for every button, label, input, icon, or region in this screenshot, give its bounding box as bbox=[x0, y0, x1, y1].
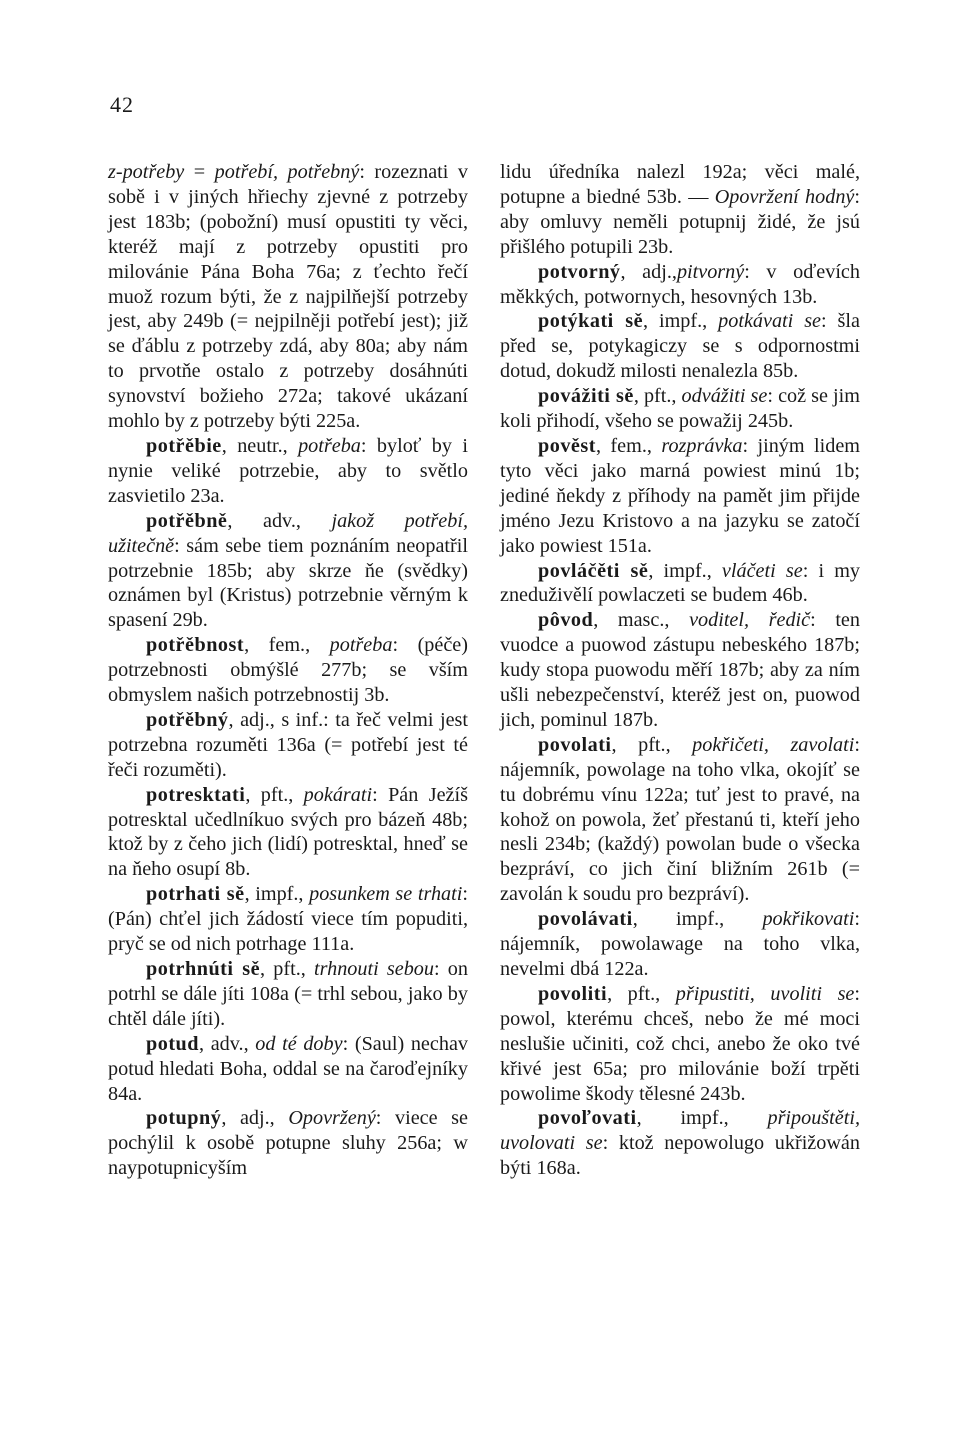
dictionary-entry bbox=[108, 957, 468, 1032]
entry-text: : Pán Ježíš potresktal učedlníkuo svých pro bázeň 48b; ktož by z čeho jich (lidí) potresktal, hneď se na ňeho osupí 8b. bbox=[108, 783, 468, 881]
gloss-text: odvážiti se bbox=[681, 385, 768, 408]
headword: potýkati sě bbox=[538, 310, 644, 333]
dictionary-entry bbox=[500, 733, 860, 907]
headword: povláčěti sě bbox=[538, 559, 649, 582]
headword: pověst bbox=[538, 434, 596, 457]
entry-text: : nájemník, powolage na toho vlka, okojíť se tu dobrému vínu 122a; tuť jest to pravé, na kohož on powola, žeť přestanú ti, kteří jeho nesli 234b; (každý) powolan bude o všecka bezpráví, co jich činí bližním 261b (= zavolán k soudu pro bezpráví). bbox=[500, 733, 860, 906]
entry-text: : v oďevích měkkých, potwornych, hesovných 13b. bbox=[500, 260, 860, 308]
entry-text: , pft., bbox=[633, 385, 682, 408]
entry-text: : jiným lidem tyto věci jako marná powiest minú 1b; jediné ňekdy z příhody na pamět jim přijde jméno Jezu Kristovo a na jazyku se zatočí jako powiest 151a. bbox=[500, 434, 860, 557]
gloss-text: pokřikovati bbox=[762, 908, 855, 931]
entry-text: : ktož nepowolugo ukřižowán býti 168a. bbox=[500, 1132, 860, 1180]
gloss-text: připustiti, uvoliti se bbox=[675, 982, 855, 1005]
dictionary-entry bbox=[108, 1032, 468, 1107]
entry-text: , adv., bbox=[227, 509, 332, 532]
gloss-text: připouštěti, uvolovati se bbox=[500, 1107, 860, 1155]
dictionary-entry bbox=[108, 783, 468, 883]
entry-text: : rozeznati v sobě i v jiných hřiechy zjevné z potrzeby jest 183b; (pobožní) musí opustiti ty věci, kteréž mají z potrzeby opustiti pro milovánie Pána Boha 76a; z ťechto řečí muož rozum býti, že z najpilňejší potrzeby jest, aby 249b (= nejpilněji potřebí jest); již se ďáblu z potrzeby zdá, aby 80a; aby nám to prvotňe ostalo z potrzeby dosáhnúti synovství božieho 272a; takové ukázaní mohlo by z potrzeby býti 225a. bbox=[108, 161, 469, 433]
entry-text: , pft., bbox=[260, 958, 314, 980]
dictionary-entry bbox=[500, 559, 860, 609]
headword: potrhnúti sě bbox=[146, 958, 261, 980]
entry-text: , masc., bbox=[593, 609, 690, 632]
dictionary-entry bbox=[108, 882, 468, 957]
gloss-text: od té doby bbox=[255, 1032, 343, 1055]
page-number: 42 bbox=[110, 92, 134, 117]
gloss-text: voditel, ředič bbox=[689, 609, 811, 632]
headword: potvorný bbox=[538, 260, 621, 283]
dictionary-entry bbox=[500, 260, 860, 310]
entry-text: : (Pán) chťel jich žádostí viece tím popuditi, pryč se od nich potrhage 111a. bbox=[108, 883, 468, 956]
gloss-text: rozprávka bbox=[661, 434, 743, 457]
gloss-text: pokřičeti, zavolati bbox=[692, 733, 855, 756]
entry-text: = bbox=[184, 161, 215, 183]
entry-text: : powol, kterému chceš, nebo že mé moci neslušie učiniti, což chci, anebo že oko tvé křivé jest 65a; pro milovánie boží trpěti powolime škody tělesné 243b. bbox=[500, 982, 860, 1105]
continued-text bbox=[500, 160, 860, 260]
headword: potresktati bbox=[146, 783, 246, 806]
entry-text: , impf., bbox=[636, 1107, 768, 1130]
gloss-text: pokárati bbox=[303, 783, 373, 806]
headword: povolávati bbox=[538, 908, 633, 931]
headword: povolati bbox=[538, 733, 612, 756]
continued-text bbox=[108, 160, 468, 434]
entry-text: , impf., bbox=[632, 908, 763, 931]
entry-text: lidu úředníka nalezl 192a; věci malé, potupne a biedné 53b. — bbox=[500, 161, 860, 208]
dictionary-entry bbox=[500, 907, 860, 982]
gloss-text: potřeba bbox=[298, 434, 361, 457]
entry-text: : byloť by i nynie veliké potrzebie, aby to světlo zasvietilo 23a. bbox=[108, 434, 469, 507]
dictionary-entry bbox=[500, 608, 860, 733]
headword: potupný bbox=[146, 1107, 222, 1130]
dictionary-entry bbox=[108, 509, 468, 634]
entry-text: : (péče) potrzebnosti obmýšlé 277b; se vším obmyslem našich potrzebnostij 3b. bbox=[108, 634, 468, 707]
dictionary-entry bbox=[500, 982, 860, 1107]
dictionary-entry bbox=[500, 384, 860, 434]
entry-text: : nájemník, powolawage na toho vlka, nevelmi dbá 122a. bbox=[500, 908, 860, 980]
entry-text: , adj., s inf.: ta řeč velmi jest potrzebna rozuměti 136a (= potřebí jest té řeči rozuměti). bbox=[108, 708, 468, 781]
entry-text: , adv., bbox=[199, 1032, 256, 1055]
right-column bbox=[500, 160, 860, 1181]
entry-text: , impf., bbox=[648, 559, 722, 582]
entry-text: , adj., bbox=[221, 1107, 289, 1130]
entry-text: , pft., bbox=[611, 733, 693, 756]
headword: povážiti sě bbox=[538, 385, 634, 408]
entry-text: , fem., bbox=[244, 634, 330, 657]
headword: potud bbox=[146, 1032, 199, 1055]
gloss-text: jakož potřebí, užitečně bbox=[108, 509, 468, 557]
dictionary-entry bbox=[108, 1106, 468, 1181]
gloss-text: z-potřeby bbox=[108, 161, 185, 183]
entry-text: , pft., bbox=[607, 982, 676, 1005]
gloss-text: pitvorný bbox=[676, 260, 745, 283]
dictionary-entry bbox=[500, 1106, 860, 1181]
gloss-text: potkávati se bbox=[718, 310, 822, 333]
gloss-text: Opovržený bbox=[288, 1107, 376, 1130]
dictionary-entry bbox=[108, 708, 468, 783]
headword: povoliti bbox=[538, 982, 608, 1005]
left-column bbox=[108, 160, 468, 1181]
headword: povoľovati bbox=[538, 1107, 637, 1130]
gloss-text: potřeba bbox=[329, 634, 393, 657]
entry-text: : (Saul) nechav potud hledati Boha, oddal se na čaroďejníky 84a. bbox=[108, 1032, 469, 1105]
entry-text: , adj., bbox=[620, 260, 677, 283]
entry-text: , impf., bbox=[244, 883, 310, 906]
dictionary-entry bbox=[108, 633, 468, 708]
dictionary-entry bbox=[500, 434, 860, 559]
entry-text: : on potrhl se dále jíti 108a (= trhl sebou, jako by chtěl dále jíti). bbox=[108, 958, 468, 1030]
headword: potřěbně bbox=[146, 509, 228, 532]
headword: potřěbie bbox=[146, 434, 222, 457]
gloss-text: potřebí, potřebný bbox=[214, 161, 360, 183]
gloss-text: trhnouti sebou bbox=[314, 958, 434, 980]
gloss-text: vláčeti se bbox=[721, 559, 803, 582]
entry-text: : viece se pochýlil k osobě potupne sluhy 256a; w naypotupnicyším bbox=[108, 1107, 468, 1180]
entry-text: : sám sebe tiem poznáním neopatřil potrzebnie 185b; aby skrze ňe (svědky) oznámen byl (Kristus) potrzebnie věrným k spasení 29b. bbox=[108, 534, 468, 632]
headword: potrhati sě bbox=[146, 883, 245, 906]
gloss-text: posunkem se trhati bbox=[309, 883, 463, 906]
entry-text: : i my zneduživělí powlaczeti se budem 46b. bbox=[500, 559, 860, 607]
gloss-text: Opovržení hodný bbox=[714, 185, 855, 208]
entry-text: , neutr., bbox=[221, 434, 299, 457]
headword: potřěbnost bbox=[146, 634, 245, 657]
dictionary-entry bbox=[108, 434, 468, 509]
entry-text: , fem., bbox=[595, 434, 662, 457]
dictionary-entry bbox=[500, 309, 860, 384]
headword: pôvod bbox=[538, 609, 594, 632]
entry-text: , pft., bbox=[245, 783, 304, 806]
entry-text: : což se jim koli přihodí, všeho se powažij 245b. bbox=[500, 385, 860, 433]
headword: potřěbný bbox=[146, 708, 229, 731]
entry-text: : šla před se, potykagiczy se s odpornostmi dotud, dokudž milosti nenalezla 85b. bbox=[500, 310, 860, 383]
entry-text: : ten vuodce a puowod zástupu nebeského 187b; kudy stopa puowodu měří 187b; aby za ním ušli nebezpečenství, kteréž jest on, puowod jich, pominul 187b. bbox=[500, 609, 860, 731]
entry-text: , impf., bbox=[643, 310, 719, 333]
entry-text: : aby omluvy neměli potupnij židé, že jsú přišlého potupili 23b. bbox=[500, 185, 861, 258]
